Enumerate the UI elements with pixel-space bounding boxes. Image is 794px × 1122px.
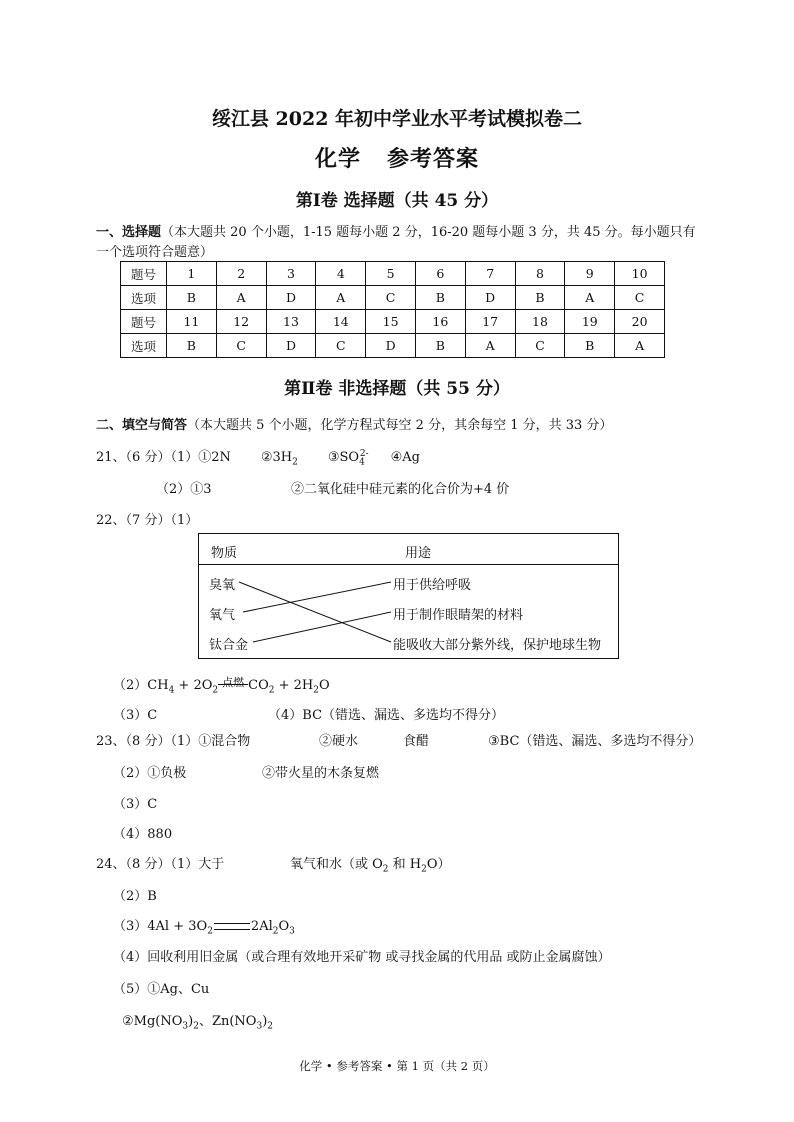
q24-part3 <box>113 915 295 937</box>
q24-eq-text-3: O <box>278 919 290 934</box>
q24-sub-1: 2 <box>382 864 389 875</box>
page-subtitle <box>0 142 794 173</box>
answer-cell: 8 <box>515 262 565 286</box>
answer-cell: A <box>465 334 515 358</box>
answer-cell: 11 <box>167 310 217 334</box>
answer-cell: 4 <box>316 262 366 286</box>
q24-eq-text-1: （3）4Al + 3O <box>113 919 208 934</box>
substance-oxygen: 氧气 <box>209 608 236 623</box>
answer-cell: 17 <box>465 310 515 334</box>
q24-eq-sub-3: 3 <box>289 926 295 937</box>
eq-text-5: O <box>318 678 330 693</box>
q24-line1b <box>290 853 451 875</box>
answer-cell: B <box>167 286 217 310</box>
q21-answer-4: ④Ag <box>390 450 420 465</box>
use-glasses-frame: 用于制作眼睛架的材料 <box>393 608 524 623</box>
answer-cell: C <box>216 334 266 358</box>
eq-text-2: + 2O <box>174 678 213 693</box>
eq-sub-3: 2 <box>268 685 275 696</box>
q24-p6-sub-4: 2 <box>267 1021 274 1032</box>
answer-cell: D <box>266 334 316 358</box>
subject-label: 化学 <box>314 146 361 172</box>
q24-p6-sub-1: 3 <box>182 1021 189 1032</box>
q23-line1b: ②硬水 <box>319 734 359 749</box>
substance-ozone: 臭氧 <box>209 578 236 593</box>
q23-line1a: 23、（8 分）（1）①混合物 <box>96 734 251 749</box>
q22-prefix: 22、（7 分）（1） <box>96 513 199 528</box>
table-row <box>121 310 665 334</box>
answer-cell: 7 <box>465 262 515 286</box>
answer-cell: 12 <box>216 310 266 334</box>
answer-cell: 13 <box>266 310 316 334</box>
q24-eq-text-2: 2Al <box>250 919 273 934</box>
q24-part2: （2）B <box>113 889 157 904</box>
section1-desc-line2: 一个选项符合题意） <box>96 245 214 260</box>
doc-label: 参考答案 <box>387 146 480 172</box>
q24-line1a: 24、（8 分）（1）大于 <box>96 857 225 872</box>
matching-header-left: 物质 <box>211 546 238 561</box>
line-titanium-to-glasses <box>253 612 391 642</box>
page-title: 绥江县 2022 年初中学业水平考试模拟卷二 <box>211 108 583 130</box>
use-breathing: 用于供给呼吸 <box>393 578 472 593</box>
answer-cell: 19 <box>565 310 615 334</box>
q24-eq-sub-2: 2 <box>272 926 279 937</box>
line-ozone-to-uv <box>239 582 391 642</box>
use-absorb-uv: 能吸收大部分紫外线，保护地球生物 <box>393 638 602 653</box>
eq-text-4: + 2H <box>274 678 314 693</box>
answer-cell: B <box>167 334 217 358</box>
q24-text-3: O） <box>426 857 451 872</box>
q21-answer-3: ③SO <box>327 450 360 465</box>
q21-part2-a: （2）①3 <box>156 482 212 497</box>
table-row <box>121 286 665 310</box>
answer-cell: A <box>316 286 366 310</box>
eq-sub-2: 2 <box>212 685 219 696</box>
q24-part4: （4）回收利用旧金属（或合理有效地开采矿物 或寻找金属的代用品 或防止金属腐蚀） <box>113 950 611 965</box>
answer-cell: B <box>415 334 465 358</box>
q21-line1 <box>96 446 420 468</box>
q24-text-2: 和 H <box>388 857 422 872</box>
section2-label: 二、填空与简答 <box>96 418 188 433</box>
q23-part4: （4）880 <box>113 827 173 842</box>
row-header-cell: 题号 <box>121 262 167 286</box>
q22-part4: （4）BC（错选、漏选、多选均不得分） <box>268 708 505 723</box>
row-header-cell: 选项 <box>121 334 167 358</box>
q21-answer-2: ②3H <box>260 450 293 465</box>
q23-part2-a: （2）①负极 <box>113 766 187 781</box>
eq-sub-1: 4 <box>168 685 175 696</box>
section1-label: 一、选择题 <box>96 225 162 240</box>
eq-text-3: CO <box>248 678 269 693</box>
q24-sub-2: 2 <box>421 864 427 875</box>
answer-cell: 14 <box>316 310 366 334</box>
q22-part3: （3）C <box>113 708 158 723</box>
q24-eq-sub-1: 2 <box>207 926 213 937</box>
answer-cell: 5 <box>366 262 416 286</box>
answer-cell: 15 <box>366 310 416 334</box>
answer-cell: C <box>515 334 565 358</box>
condition-label: 点燃 <box>222 676 245 689</box>
answer-cell: 6 <box>415 262 465 286</box>
matching-header-right: 用途 <box>405 546 432 561</box>
q24-p6-text-1: ②Mg(NO <box>122 1014 183 1029</box>
answer-cell: 10 <box>615 262 665 286</box>
section2-line <box>96 414 612 433</box>
part1-heading: 第Ⅰ卷 选择题（共 45 分） <box>295 191 499 211</box>
answer-cell: D <box>366 334 416 358</box>
answer-cell: 18 <box>515 310 565 334</box>
answer-table <box>120 261 665 358</box>
q24-part5: （5）①Ag、Cu <box>113 982 210 997</box>
page-footer: 化学 • 参考答案 • 第 1 页（共 2 页） <box>299 1059 495 1073</box>
answer-cell: 3 <box>266 262 316 286</box>
q24-part5-b <box>122 1010 273 1032</box>
q24-p6-text-2: ) <box>188 1014 194 1029</box>
eq-sub-4: 2 <box>313 685 319 696</box>
eq-text-1: （2）CH <box>113 678 169 693</box>
q24-p6-text-3: 、Zn(NO <box>198 1014 257 1029</box>
q21-part2-b: ②二氧化硅中硅元素的化合价为+4 价 <box>291 482 510 497</box>
answer-cell: A <box>615 334 665 358</box>
row-header-cell: 选项 <box>121 286 167 310</box>
line-oxygen-to-breathing <box>243 582 391 612</box>
matching-lines <box>199 534 618 658</box>
answer-cell: C <box>316 334 366 358</box>
section2-desc: （本大题共 5 个小题，化学方程式每空 2 分，其余每空 1 分，共 33 分） <box>187 418 613 433</box>
q24-p6-text-4: ) <box>262 1014 268 1029</box>
answer-cell: C <box>366 286 416 310</box>
q21-answer-3-sub: 4 <box>359 457 365 468</box>
answer-cell: B <box>565 334 615 358</box>
answer-cell: 9 <box>565 262 615 286</box>
substance-titanium-alloy: 钛合金 <box>209 638 249 653</box>
q24-text-1: 氧气和水（或 O <box>290 857 383 872</box>
matching-table <box>198 533 619 659</box>
equals-sign <box>214 923 250 930</box>
answer-cell: B <box>415 286 465 310</box>
q21-answer-2-sub: 2 <box>292 457 298 468</box>
answer-cell: 1 <box>167 262 217 286</box>
answer-cell: C <box>615 286 665 310</box>
answer-cell: D <box>266 286 316 310</box>
answer-cell: B <box>515 286 565 310</box>
q23-line1d: ③BC（错选、漏选、多选均不得分） <box>488 734 702 749</box>
answer-cell: A <box>216 286 266 310</box>
table-row <box>121 262 665 286</box>
q24-p6-sub-2: 2 <box>193 1021 199 1032</box>
part2-heading: 第Ⅱ卷 非选择题（共 55 分） <box>284 379 510 399</box>
reaction-condition <box>218 676 248 689</box>
section1-desc-line1: （本大题共 20 个小题，1-15 题每小题 2 分，16-20 题每小题 3 分，共 45 分。每小题只有 <box>161 225 696 240</box>
answer-cell: D <box>465 286 515 310</box>
q21-answer-3-sup: 2- <box>359 448 369 459</box>
q22-equation <box>113 674 330 696</box>
row-header-cell: 题号 <box>121 310 167 334</box>
answer-cell: A <box>565 286 615 310</box>
q24-p6-sub-3: 3 <box>256 1021 263 1032</box>
q23-part2-b: ②带火星的木条复燃 <box>262 766 380 781</box>
table-row <box>121 334 665 358</box>
section1-line1 <box>96 221 696 240</box>
answer-cell: 20 <box>615 310 665 334</box>
q23-part3: （3）C <box>113 797 158 812</box>
q23-line1c: 食醋 <box>403 734 430 749</box>
q21-prefix: 21、（6 分）（1）①2N <box>96 450 231 465</box>
answer-cell: 16 <box>415 310 465 334</box>
answer-cell: 2 <box>216 262 266 286</box>
